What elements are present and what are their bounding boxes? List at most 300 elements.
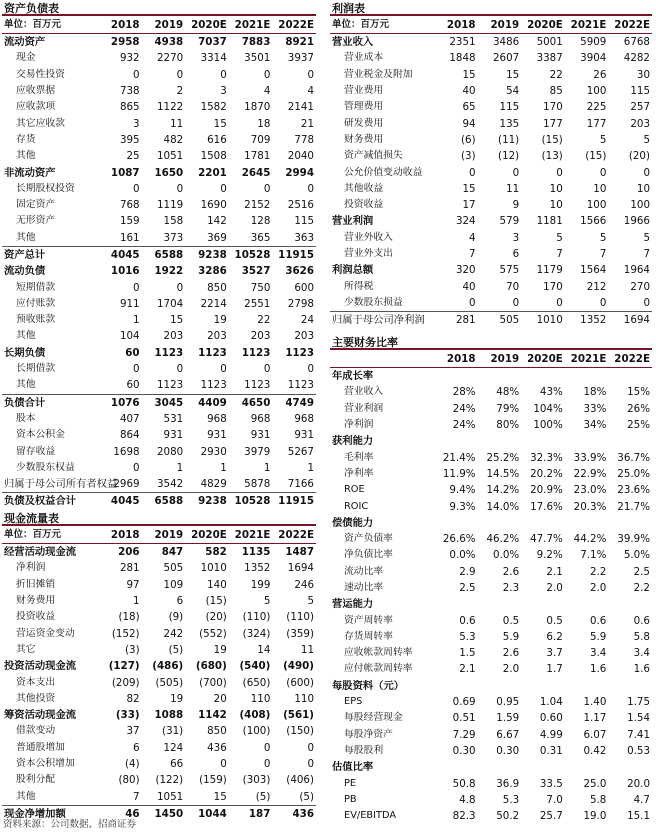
cell-value: 0 xyxy=(307,741,314,754)
cell-value: (561) xyxy=(283,709,314,722)
cell-value: 1123 xyxy=(200,379,227,392)
cell-value: 15 xyxy=(170,314,184,327)
row-label: 其他收益 xyxy=(344,182,384,194)
cell-value xyxy=(608,759,652,775)
cell-value: 104 xyxy=(119,330,140,343)
cell-value: 1.04 xyxy=(539,696,563,709)
cell-value: 0.42 xyxy=(583,744,607,757)
row-label: 营运能力 xyxy=(332,598,374,611)
cell-value xyxy=(434,368,478,385)
cell-value: 5.8 xyxy=(633,630,650,643)
cell-value: 911 xyxy=(119,297,140,310)
row-label: 净利润 xyxy=(344,419,374,431)
cell-value: 2798 xyxy=(287,297,314,310)
row-label: 长期借款 xyxy=(16,363,56,375)
cell-value: 14.5% xyxy=(486,467,520,480)
cell-value: 3626 xyxy=(285,265,314,278)
cell-value: 65 xyxy=(462,101,476,114)
cell-value: 1704 xyxy=(156,297,184,310)
cell-value: 1564 xyxy=(580,264,607,277)
cell-value: (15) xyxy=(541,133,563,146)
cell-value: 1 xyxy=(133,314,140,327)
cell-value: 5 xyxy=(307,595,314,608)
cell-value: 21 xyxy=(300,117,314,130)
cell-value: 20.3% xyxy=(573,500,607,513)
cell-value: 0 xyxy=(512,166,520,179)
table-row xyxy=(2,213,316,229)
cell-value: 43% xyxy=(539,386,563,399)
cell-value: 25% xyxy=(627,419,650,432)
cell-value: 2930 xyxy=(200,445,227,458)
row-label: 财务费用 xyxy=(16,595,56,607)
cell-value: 46.2% xyxy=(486,533,520,546)
table-row xyxy=(2,411,316,427)
cell-value: 2.1 xyxy=(546,565,563,578)
row-label: 所得税 xyxy=(344,280,374,292)
table-row xyxy=(330,694,652,710)
cell-value: 1051 xyxy=(156,150,184,163)
cell-value: 2270 xyxy=(156,52,184,65)
cell-value: 11 xyxy=(300,643,314,656)
cell-value: 4282 xyxy=(623,52,650,65)
cell-value xyxy=(565,433,609,449)
cell-value: (127) xyxy=(108,660,140,673)
cell-value: 2040 xyxy=(287,150,314,163)
table-row xyxy=(330,115,652,131)
cell-value: 436 xyxy=(207,741,227,754)
cell-value: 14.0% xyxy=(486,500,520,513)
cell-value: 34% xyxy=(583,419,607,432)
row-label: EV/EBITDA xyxy=(344,810,397,822)
cell-value xyxy=(434,433,478,449)
cell-value: 1922 xyxy=(154,265,184,278)
row-label: 资本公积金 xyxy=(16,429,65,441)
cell-value: 1 xyxy=(263,461,271,474)
cell-value: 26% xyxy=(627,402,650,415)
cell-value: 5.9 xyxy=(502,630,520,643)
row-label: 营业成本 xyxy=(344,52,384,64)
cell-value: 738 xyxy=(119,85,140,98)
table-row xyxy=(330,775,652,791)
row-label: 年成长率 xyxy=(332,370,374,383)
cell-value: 10528 xyxy=(229,493,273,510)
cell-value: 0.31 xyxy=(539,744,563,757)
table-row xyxy=(2,263,316,279)
cell-value xyxy=(608,368,652,385)
cell-value: 1.59 xyxy=(496,712,520,725)
cell-value: 2.6 xyxy=(502,565,520,578)
cell-value: 1848 xyxy=(449,52,476,65)
year-header: 2019 xyxy=(142,526,186,544)
row-label: 获利能力 xyxy=(332,435,374,448)
table-row xyxy=(330,547,652,563)
cell-value: 0.5 xyxy=(502,614,520,627)
cell-value: (6) xyxy=(461,133,476,146)
row-label: 每股股利 xyxy=(344,744,384,756)
cell-value: (540) xyxy=(239,660,271,673)
row-label: 少数股东权益 xyxy=(16,461,75,473)
table-row xyxy=(2,674,316,690)
cell-value: 10 xyxy=(549,182,563,195)
cell-value: 5 xyxy=(599,133,607,146)
cell-value: 140 xyxy=(207,578,227,591)
cell-value: (9) xyxy=(168,611,184,624)
table-row xyxy=(330,262,652,278)
cell-value: 0.0% xyxy=(493,549,520,562)
year-header: 2018 xyxy=(434,16,478,34)
cell-value: 3501 xyxy=(244,52,271,65)
row-label: 筹资活动现金流 xyxy=(4,709,77,722)
table-row xyxy=(2,148,316,164)
cell-value: 850 xyxy=(207,725,227,738)
row-label: 营业外收入 xyxy=(344,231,393,243)
cell-value: 931 xyxy=(294,429,314,442)
table-header-row xyxy=(330,350,652,368)
cell-value: 80% xyxy=(496,419,520,432)
cell-value: 2551 xyxy=(244,297,271,310)
table-row xyxy=(2,642,316,658)
cell-value: 2351 xyxy=(449,36,476,49)
row-label: 资产减值损失 xyxy=(344,150,403,162)
cell-value: 5 xyxy=(599,231,607,244)
cell-value: 0 xyxy=(307,758,314,770)
cell-value: 281 xyxy=(119,562,140,575)
cell-value: (80) xyxy=(118,774,140,787)
table-row xyxy=(2,707,316,723)
year-header: 2020E xyxy=(521,350,565,368)
table-row xyxy=(330,759,652,775)
cell-value: 8921 xyxy=(285,36,314,49)
row-label: 少数股东损益 xyxy=(344,296,403,308)
cell-value: 0 xyxy=(176,68,184,81)
cell-value: 11 xyxy=(170,117,184,130)
cell-value: 11915 xyxy=(272,493,316,510)
cell-value: 2.2 xyxy=(589,565,607,578)
cell-value: 1566 xyxy=(580,215,607,228)
cell-value: 15 xyxy=(213,117,227,130)
cell-value: 30 xyxy=(636,68,650,81)
year-header: 2021E xyxy=(229,526,273,544)
table-row xyxy=(2,296,316,312)
cell-value: 6588 xyxy=(142,493,186,510)
cell-value: 0.6 xyxy=(589,614,607,627)
cell-value: 5 xyxy=(556,231,563,244)
cell-value: 0 xyxy=(263,741,271,754)
table-row xyxy=(2,609,316,625)
cell-value: (18) xyxy=(118,611,140,624)
cell-value: 864 xyxy=(119,429,140,442)
cell-value: 1582 xyxy=(200,101,227,114)
cell-value: 19 xyxy=(213,643,227,656)
cell-value: 20.2% xyxy=(530,467,563,480)
cell-value: 0 xyxy=(307,182,314,195)
cell-value: 4829 xyxy=(200,478,227,491)
row-label: 营业收入 xyxy=(344,386,384,398)
cell-value: (152) xyxy=(111,627,140,640)
cell-value: 115 xyxy=(630,85,650,98)
cell-value: 0 xyxy=(512,296,520,309)
cell-value xyxy=(434,596,478,612)
cell-value: 1650 xyxy=(154,166,184,179)
cell-value: 931 xyxy=(207,429,227,442)
cell-value: 3486 xyxy=(492,36,520,49)
ratios-title: 主要财务比率 xyxy=(330,336,652,350)
cell-value: 82.3 xyxy=(452,810,476,823)
cell-value: 14 xyxy=(257,643,271,656)
table-row xyxy=(2,279,316,295)
row-label: 净利润 xyxy=(16,562,46,574)
cell-value: 3.7 xyxy=(546,647,563,660)
cell-value: 257 xyxy=(630,101,650,114)
cell-value xyxy=(434,759,478,775)
cell-value: (324) xyxy=(242,627,271,640)
cell-value: 170 xyxy=(543,280,563,293)
table-row xyxy=(2,230,316,247)
cell-value: 1.5 xyxy=(459,647,476,660)
cell-value: 0 xyxy=(133,281,140,294)
cell-value: 50.8 xyxy=(452,777,476,790)
cell-value: 3 xyxy=(133,117,140,130)
income-statement-panel xyxy=(330,2,652,328)
cell-value: 225 xyxy=(586,101,607,114)
cell-value: 109 xyxy=(163,578,184,591)
cell-value: 2958 xyxy=(110,36,140,49)
cell-value: 324 xyxy=(455,215,476,228)
table-row xyxy=(330,433,652,449)
cell-value: 768 xyxy=(119,199,140,212)
table-row xyxy=(330,246,652,262)
cell-value: 750 xyxy=(250,281,271,294)
unit-label: 单位：百万元 xyxy=(2,16,98,34)
cell-value: (110) xyxy=(286,611,314,624)
cell-value: 505 xyxy=(163,562,184,575)
cell-value: (5) xyxy=(168,643,184,656)
cell-value: 26.6% xyxy=(442,533,476,546)
table-row xyxy=(330,727,652,743)
cell-value: 3.4 xyxy=(589,647,607,660)
cell-value: 2645 xyxy=(241,166,271,179)
ratios-panel xyxy=(330,336,652,824)
cell-value: 505 xyxy=(478,312,522,329)
cell-value: 0 xyxy=(133,363,140,376)
cell-value: 1964 xyxy=(623,264,650,277)
table-row xyxy=(330,278,652,294)
table-row xyxy=(330,34,652,51)
cell-value: 94 xyxy=(462,117,476,130)
year-header: 2020E xyxy=(521,16,565,34)
cell-value: 100 xyxy=(630,199,650,212)
cell-value: 5.0% xyxy=(623,549,650,562)
cell-value: 4 xyxy=(469,231,476,244)
unit-label: 单位：百万元 xyxy=(2,526,98,544)
row-label: PB xyxy=(344,793,357,805)
cell-value: 1487 xyxy=(285,546,314,559)
cell-value: 19 xyxy=(170,692,184,705)
cell-value: 97 xyxy=(126,578,140,591)
cell-value: (15) xyxy=(585,150,607,163)
cell-value: 0.60 xyxy=(539,712,563,725)
cell-value: 7 xyxy=(133,790,140,803)
cell-value: (4) xyxy=(125,758,140,770)
cell-value: 1179 xyxy=(536,264,563,277)
cell-value: 22 xyxy=(549,68,563,81)
row-label: 预收账款 xyxy=(16,314,56,326)
cell-value: (650) xyxy=(242,676,271,689)
table-row xyxy=(2,493,316,510)
row-label: 经营活动现金流 xyxy=(4,546,77,559)
table-row xyxy=(330,312,652,329)
cell-value: 1966 xyxy=(623,215,650,228)
table-row xyxy=(330,384,652,400)
cell-value: 1123 xyxy=(244,379,271,392)
cell-value: 1 xyxy=(220,461,227,474)
cell-value: 3314 xyxy=(200,52,227,65)
cell-value: 4 xyxy=(307,85,314,98)
cell-value: 2.9 xyxy=(459,565,476,578)
cell-value: 1.75 xyxy=(627,696,650,709)
cell-value: 9.4% xyxy=(449,484,476,497)
cell-value: 0 xyxy=(556,296,563,309)
cell-value: 100% xyxy=(533,419,563,432)
cell-value: 436 xyxy=(272,805,316,822)
cell-value: 7 xyxy=(643,248,650,260)
cell-value: 3 xyxy=(512,231,520,244)
cell-value: 2201 xyxy=(198,166,227,179)
table-row xyxy=(2,99,316,115)
cell-value: (159) xyxy=(199,774,227,787)
cell-value: 968 xyxy=(207,412,227,425)
row-label: 财务费用 xyxy=(344,133,384,145)
row-label: 其他 xyxy=(16,379,36,391)
cell-value: 968 xyxy=(294,412,314,425)
cell-value: 9.2% xyxy=(536,549,563,562)
cell-value: 0 xyxy=(263,68,271,81)
table-row xyxy=(330,368,652,385)
cell-value: 48% xyxy=(496,386,520,399)
cell-value: 199 xyxy=(250,578,271,591)
cell-value: 7.0 xyxy=(546,793,563,806)
row-label: 其他投资 xyxy=(16,692,56,704)
row-label: 每股净资产 xyxy=(344,728,393,740)
cell-value: (486) xyxy=(152,660,184,673)
cell-value: 6 xyxy=(512,248,520,260)
cell-value: 60 xyxy=(126,379,140,392)
cell-value: 2 xyxy=(176,85,184,98)
cell-value: 4.8 xyxy=(459,793,476,806)
cell-value: 270 xyxy=(630,280,650,293)
cell-value: 1870 xyxy=(244,101,271,114)
cell-value xyxy=(478,433,522,449)
row-label: 流动负债 xyxy=(4,265,46,278)
cell-value: 21.7% xyxy=(617,500,650,513)
cell-value: 10 xyxy=(593,182,607,195)
row-label: 应付账款 xyxy=(16,297,56,309)
cell-value: 5001 xyxy=(536,36,563,49)
cell-value: 5878 xyxy=(244,478,271,491)
cell-value: 1 xyxy=(307,461,314,474)
cell-value: 2.5 xyxy=(633,565,650,578)
cell-value: 3.4 xyxy=(633,647,650,660)
cell-value: 2969 xyxy=(113,478,140,491)
cell-value: 0 xyxy=(643,296,650,309)
year-header: 2021E xyxy=(229,16,273,34)
table-row xyxy=(2,772,316,788)
cell-value xyxy=(608,678,652,694)
row-label: 应收款项 xyxy=(16,101,56,113)
cell-value: 7.1% xyxy=(580,549,607,562)
cell-value: 0 xyxy=(176,363,184,376)
row-label: 管理费用 xyxy=(344,101,384,113)
cell-value: 203 xyxy=(250,330,271,343)
cell-value: 161 xyxy=(119,231,140,244)
cell-value: 9238 xyxy=(185,493,229,510)
cell-value xyxy=(521,433,565,449)
cell-value: 15% xyxy=(627,386,650,399)
cell-value: 25.2% xyxy=(486,451,520,464)
cell-value: 36.9 xyxy=(496,777,520,790)
row-label: 借款变动 xyxy=(16,725,56,737)
table-row xyxy=(2,312,316,328)
cell-value: 1352 xyxy=(565,312,609,329)
table-row xyxy=(2,788,316,805)
table-row xyxy=(330,449,652,465)
table-row xyxy=(2,361,316,377)
cell-value: 25.0% xyxy=(617,467,650,480)
cell-value: 1016 xyxy=(110,265,140,278)
cell-value: 40 xyxy=(462,280,476,293)
cell-value: (110) xyxy=(242,611,271,624)
row-label: 每股资料（元） xyxy=(332,679,405,692)
row-label: 其他 xyxy=(16,150,36,162)
cell-value: 3904 xyxy=(580,52,607,65)
cell-value: 2080 xyxy=(156,445,184,458)
table-row xyxy=(330,164,652,180)
cell-value xyxy=(521,515,565,531)
cell-value: 363 xyxy=(294,231,314,244)
table-row xyxy=(330,181,652,197)
cell-value: 5 xyxy=(263,595,271,608)
cell-value: 0.6 xyxy=(459,614,476,627)
cell-value: 850 xyxy=(207,281,227,294)
cell-value: 15 xyxy=(506,68,520,81)
row-label: 速动比率 xyxy=(344,582,384,593)
cell-value: 10 xyxy=(549,199,563,212)
cell-value: 20.0 xyxy=(627,777,650,790)
cell-value: 7.41 xyxy=(627,728,650,741)
cell-value: 24% xyxy=(452,419,476,432)
cell-value: 82 xyxy=(126,692,140,705)
cell-value: 1698 xyxy=(113,445,140,458)
cell-value: 373 xyxy=(163,231,184,244)
row-label: 应收帐款周转率 xyxy=(344,647,413,659)
balance-sheet-panel xyxy=(2,2,316,510)
cell-value: 60 xyxy=(125,346,140,359)
cashflow-table xyxy=(2,526,316,822)
cell-value: 575 xyxy=(499,264,520,277)
cell-value xyxy=(478,678,522,694)
row-label: 营运资金变动 xyxy=(16,627,75,639)
row-label: 其他 xyxy=(16,330,36,342)
year-header: 2018 xyxy=(98,526,142,544)
table-row xyxy=(330,50,652,66)
source-note: 资料来源：公司数据、招商证券 xyxy=(3,819,137,830)
cell-value: 847 xyxy=(161,546,184,559)
ratios-table xyxy=(330,350,652,824)
cell-value: 33.5 xyxy=(539,777,563,790)
cell-value: 616 xyxy=(207,133,227,146)
row-label: 其它应收款 xyxy=(16,117,65,129)
cell-value: 40 xyxy=(462,85,476,98)
